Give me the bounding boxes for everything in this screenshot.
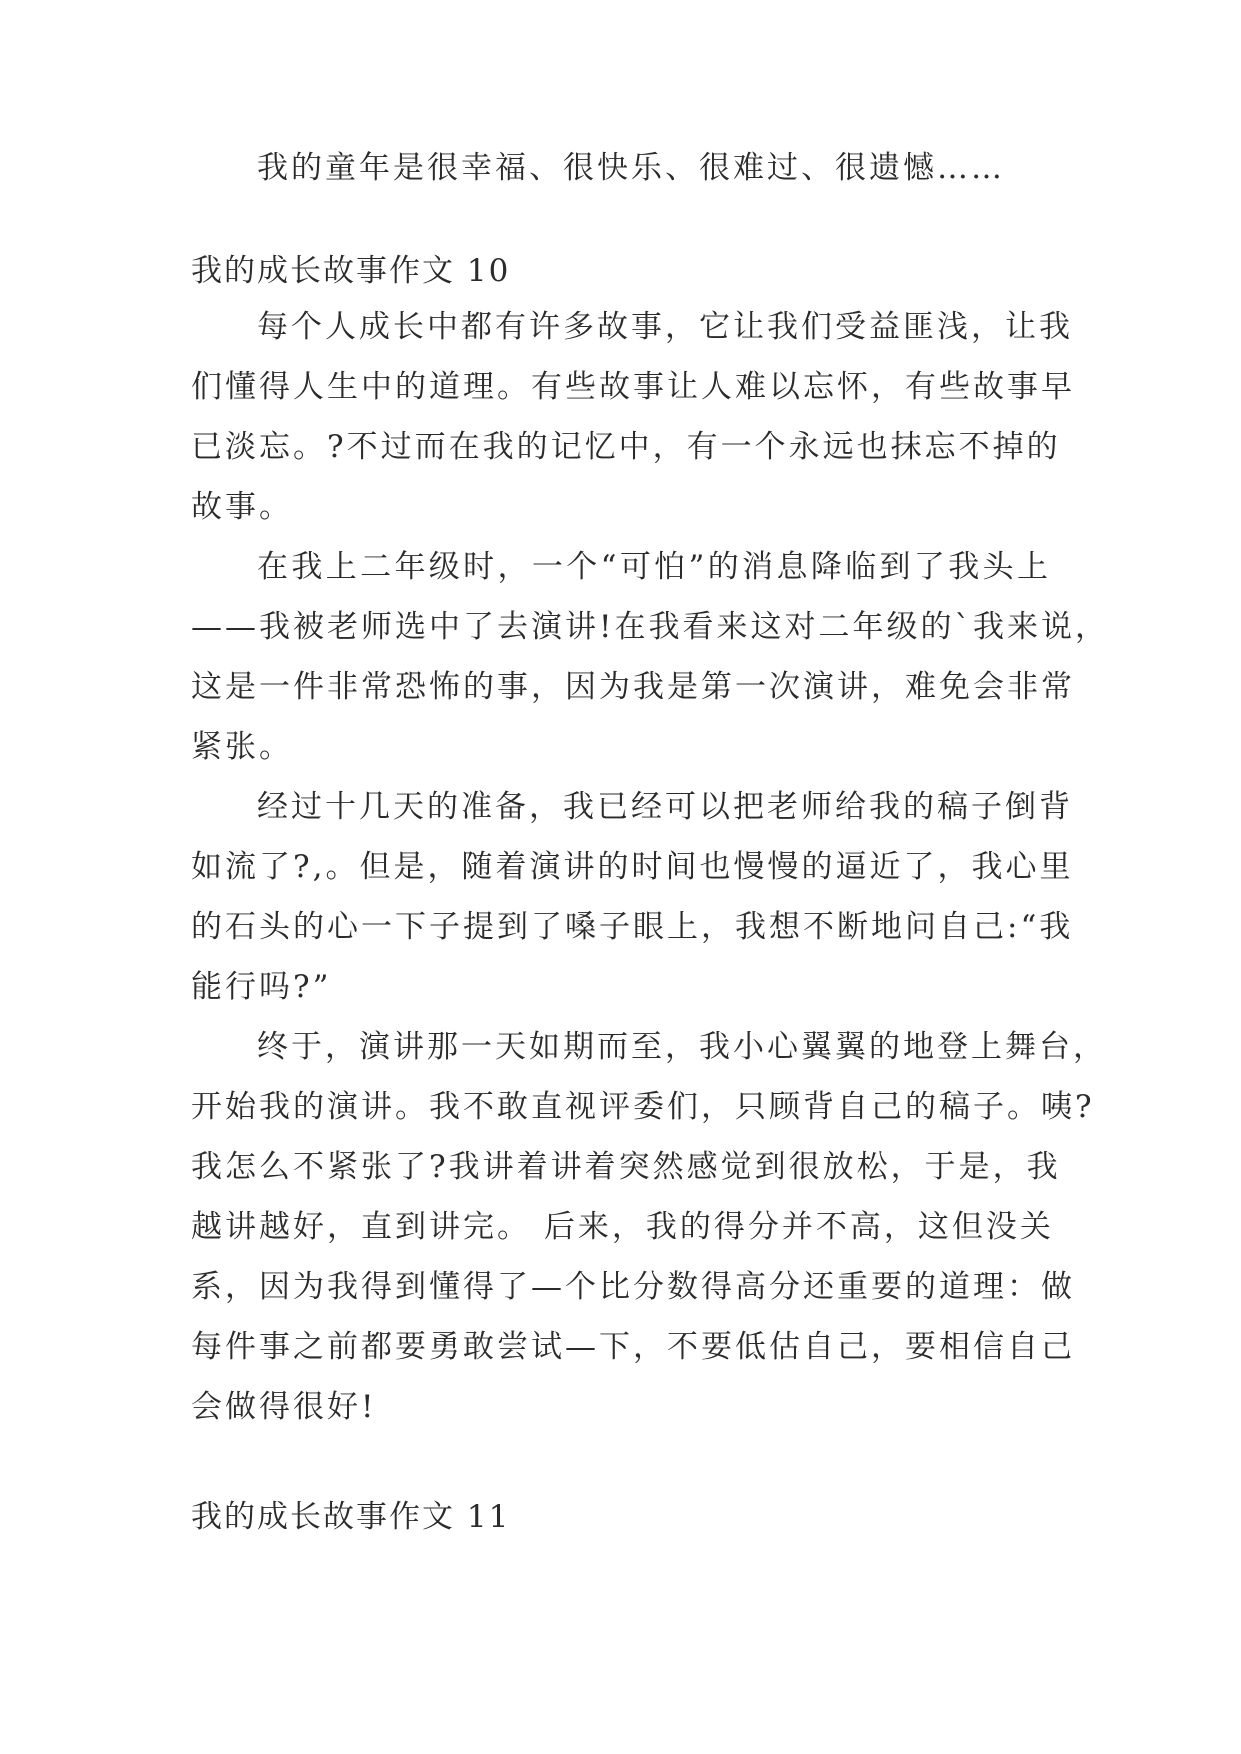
essay-10-p1-line-4: 故事。 xyxy=(191,489,293,525)
essay-10-p3-line-4: 能行吗?” xyxy=(191,969,332,1005)
essay-10-title: 我的成长故事作文 10 xyxy=(191,253,511,289)
essay-10-p4-line-1: 终于，演讲那一天如期而至，我小心翼翼的地登上舞台， xyxy=(257,1029,1107,1065)
essay-10-p3-line-1: 经过十几天的准备，我已经可以把老师给我的稿子倒背 xyxy=(257,789,1073,825)
intro-line: 我的童年是很幸福、很快乐、很难过、很遗憾…… xyxy=(257,150,1005,186)
essay-10-p1-line-2: 们懂得人生中的道理。有些故事让人难以忘怀，有些故事早 xyxy=(191,369,1075,405)
essay-10-p3-line-3: 的石头的心一下子提到了嗓子眼上，我想不断地问自己:“我 xyxy=(191,909,1074,945)
essay-10-p4-line-2: 开始我的演讲。我不敢直视评委们，只顾背自己的稿子。咦? xyxy=(191,1089,1095,1125)
essay-10-p2-line-4: 紧张。 xyxy=(191,729,293,765)
essay-10-p2-line-3: 这是一件非常恐怖的事，因为我是第一次演讲，难免会非常 xyxy=(191,669,1075,705)
essay-10-p1-line-1: 每个人成长中都有许多故事，它让我们受益匪浅，让我 xyxy=(257,309,1073,345)
essay-10-p4-line-7: 会做得很好! xyxy=(191,1389,377,1425)
essay-10-p4-line-3: 我怎么不紧张了?我讲着讲着突然感觉到很放松，于是，我 xyxy=(191,1149,1061,1185)
essay-11-title: 我的成长故事作文 11 xyxy=(191,1499,511,1535)
essay-10-p4-line-4: 越讲越好，直到讲完。 后来，我的得分并不高，这但没关 xyxy=(191,1209,1054,1245)
essay-10-p4-line-6: 每件事之前都要勇敢尝试—下，不要低估自己，要相信自己 xyxy=(191,1329,1075,1365)
essay-10-p4-line-5: 系，因为我得到懂得了—个比分数得高分还重要的道理：做 xyxy=(191,1269,1075,1305)
essay-10-p2-line-1: 在我上二年级时，一个“可怕”的消息降临到了我头上 xyxy=(257,549,1051,585)
essay-10-p1-line-3: 已淡忘。?不过而在我的记忆中，有一个永远也抹忘不掉的 xyxy=(191,429,1061,465)
essay-10-p2-line-2: ——我被老师选中了去演讲!在我看来这对二年级的`我来说， xyxy=(191,609,1109,645)
essay-10-p3-line-2: 如流了?,。但是，随着演讲的时间也慢慢的逼近了，我心里 xyxy=(191,849,1074,885)
